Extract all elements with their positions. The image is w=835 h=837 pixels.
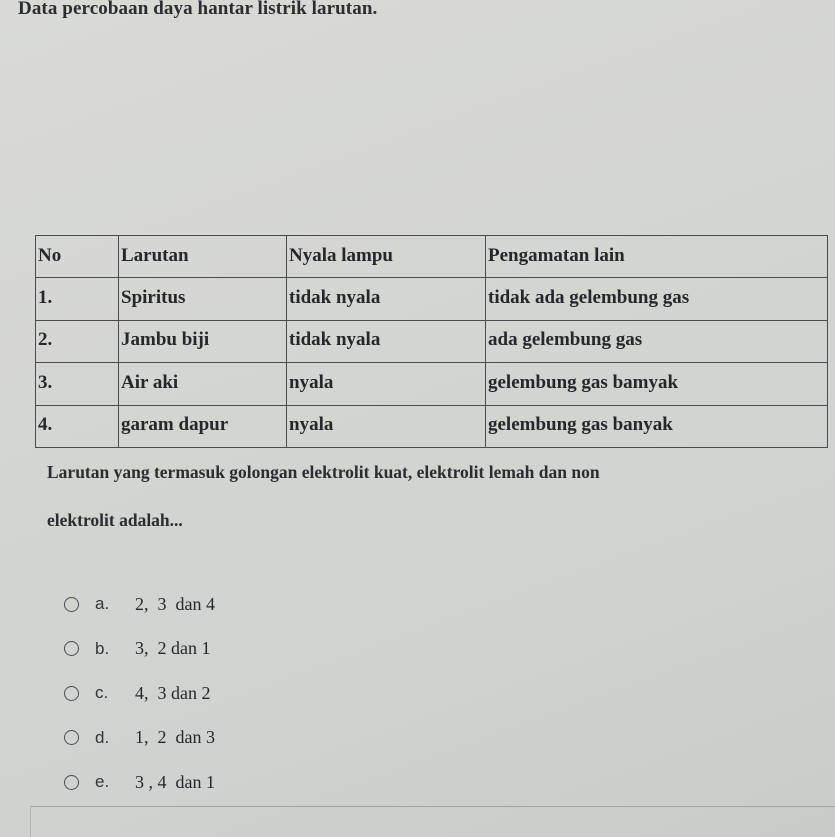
answer-options [64,582,215,805]
option-letter: d. [95,727,110,747]
option-text: 3 , 4 dan 1 [135,771,215,792]
divider [30,806,31,837]
option-letter: c. [95,683,109,703]
option-e[interactable] [64,760,215,805]
option-letter: e. [95,772,110,792]
table-row [36,320,828,362]
divider [30,806,835,807]
cell-nyala-lampu: tidak nyala [287,320,486,362]
option-text: 1, 2 dan 3 [135,727,215,748]
option-text: 4, 3 dan 2 [135,682,211,703]
data-table [35,235,828,448]
question-text-line2: elektrolit adalah... [47,510,183,530]
cell-pengamatan: tidak ada gelembung gas [486,278,828,320]
option-b[interactable] [64,627,215,672]
cell-larutan: Spiritus [119,278,287,320]
cell-pengamatan: gelembung gas banyak [486,405,828,447]
table-row [36,278,828,320]
option-d[interactable] [64,716,215,761]
intro-text: Data percobaan daya hantar listrik larutan. [18,0,378,19]
cell-no: 1. [36,278,119,320]
header-pengamatan-lain: Pengamatan lain [486,236,828,278]
header-no: No [36,236,119,278]
table-row [36,363,828,405]
radio-button-c[interactable] [64,686,79,701]
cell-no: 4. [36,405,119,447]
cell-larutan: Jambu biji [119,320,287,362]
option-text: 2, 3 dan 4 [135,593,215,614]
cell-no: 2. [36,320,119,362]
radio-button-a[interactable] [64,597,79,612]
cell-nyala-lampu: nyala [287,405,486,447]
radio-button-e[interactable] [64,775,79,790]
option-letter: a. [95,594,110,614]
cell-larutan: garam dapur [119,405,287,447]
table-row [36,405,828,447]
table-header-row [36,236,828,278]
cell-no: 3. [36,363,119,405]
option-a[interactable] [64,582,215,627]
cell-larutan: Air aki [119,363,287,405]
cell-pengamatan: ada gelembung gas [486,320,828,362]
option-letter: b. [95,638,110,658]
radio-button-d[interactable] [64,730,79,745]
cell-nyala-lampu: tidak nyala [287,278,486,320]
header-nyala-lampu: Nyala lampu [287,236,486,278]
header-larutan: Larutan [119,236,287,278]
cell-nyala-lampu: nyala [287,363,486,405]
option-text: 3, 2 dan 1 [135,638,211,659]
cell-pengamatan: gelembung gas bamyak [486,363,828,405]
option-c[interactable] [64,671,215,716]
question-text-line1: Larutan yang termasuk golongan elektrolit kuat, elektrolit lemah dan non [47,462,600,482]
radio-button-b[interactable] [64,641,79,656]
